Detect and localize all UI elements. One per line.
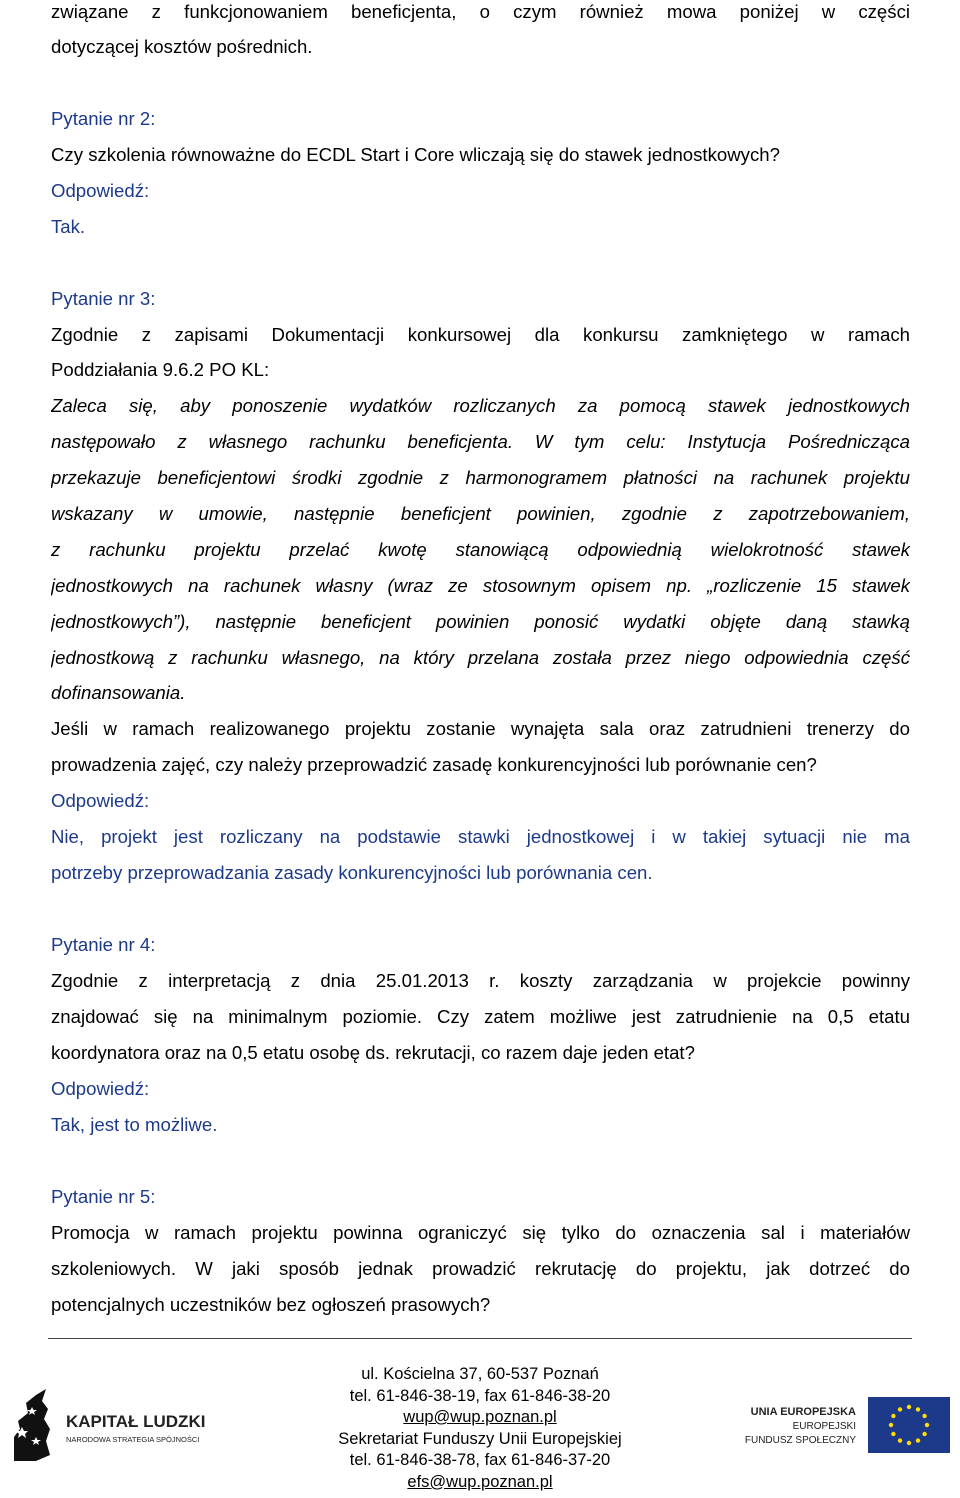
eu-flag-icon — [728, 1393, 958, 1463]
eu-efs-logo — [728, 1393, 958, 1463]
answer-text: Tak, jest to możliwe. — [51, 1114, 218, 1135]
secretariat-line: Sekretariat Funduszy Unii Europejskiej — [338, 1429, 622, 1448]
quoted-text: jednostkowych”), następnie beneficjent powinien ponosić wydatki objęte daną stawką — [51, 611, 910, 632]
quoted-text: Zaleca się, aby ponoszenie wydatków rozliczanych za pomocą stawek jednostkowych — [51, 395, 910, 416]
answer-text: Tak. — [51, 216, 86, 237]
quoted-text: jednostkowych na rachunek własny (wraz ze stosownym opisem np. „rozliczenie 15 stawek — [51, 575, 910, 596]
answer-heading: Odpowiedź: — [51, 1078, 150, 1099]
phone-line-secretariat: tel. 61-846-38-78, fax 61-846-37-20 — [349, 1451, 611, 1469]
question-text: Poddziałania 9.6.2 PO KL: — [51, 359, 270, 380]
email-link-efs[interactable]: efs@wup.poznan.pl — [407, 1472, 553, 1491]
phone-line: tel. 61-846-38-19, fax 61-846-38-20 — [349, 1386, 611, 1405]
question-text: Czy szkolenia równoważne do ECDL Start i Core wliczają się do stawek jednostkowych? — [51, 144, 780, 165]
contact-address-block — [280, 1364, 680, 1493]
kapital-ludzki-emblem-icon — [6, 1385, 236, 1465]
quoted-text: z rachunku projektu przelać kwotę stanowiącą odpowiednią wielokrotność stawek — [51, 539, 910, 560]
svg-text:FUNDUSZ SPOŁECZNY: FUNDUSZ SPOŁECZNY — [744, 1435, 856, 1446]
answer-heading: Odpowiedź: — [51, 180, 150, 201]
answer-text: potrzeby przeprowadzania zasady konkurencyjności lub porównania cen. — [51, 862, 653, 883]
svg-text:NARODOWA STRATEGIA SPÓJNOŚCI: NARODOWA STRATEGIA SPÓJNOŚCI — [66, 1435, 200, 1444]
body-line: związane z funkcjonowaniem beneficjenta, o czym również mowa poniżej w części — [51, 1, 910, 22]
question-heading: Pytanie nr 5: — [51, 1186, 156, 1207]
footer-divider — [48, 1338, 912, 1339]
quoted-text: następowało z własnego rachunku beneficjenta. W tym celu: Instytucja Pośrednicząca — [51, 431, 910, 452]
question-text: koordynatora oraz na 0,5 etatu osobę ds. rekrutacji, co razem daje jeden etat? — [51, 1042, 695, 1063]
body-line: dotyczącej kosztów pośrednich. — [51, 36, 313, 57]
question-text: Promocja w ramach projektu powinna ograniczyć się tylko do oznaczenia sal i materiałów — [51, 1222, 910, 1243]
question-text: Jeśli w ramach realizowanego projektu zostanie wynajęta sala oraz zatrudnieni trenerzy do — [51, 718, 910, 739]
quoted-text: jednostkową z rachunku własnego, na który przelana została przez niego odpowiednia część — [51, 647, 910, 668]
question-heading: Pytanie nr 3: — [51, 288, 156, 309]
question-text: potencjalnych uczestników bez ogłoszeń prasowych? — [51, 1294, 491, 1315]
quoted-text: wskazany w umowie, następnie beneficjent powinien, zgodnie z zapotrzebowaniem, — [51, 503, 910, 524]
question-text: znajdować się na minimalnym poziomie. Czy zatem możliwe jest zatrudnienie na 0,5 etatu — [51, 1006, 910, 1027]
answer-text: Nie, projekt jest rozliczany na podstawie stawki jednostkowej i w takiej sytuacji nie ma — [51, 826, 910, 847]
email-link-wup[interactable]: wup@wup.poznan.pl — [403, 1408, 557, 1426]
svg-text:UNIA EUROPEJSKA: UNIA EUROPEJSKA — [750, 1406, 856, 1418]
question-text: szkoleniowych. W jaki sposób jednak prowadzić rekrutację do projektu, jak dotrzeć do — [51, 1258, 910, 1279]
question-heading: Pytanie nr 2: — [51, 108, 156, 129]
question-text: prowadzenia zajęć, czy należy przeprowadzić zasadę konkurencyjności lub porównanie cen? — [51, 754, 817, 775]
svg-text:KAPITAŁ LUDZKI: KAPITAŁ LUDZKI — [66, 1412, 206, 1431]
quoted-text: przekazuje beneficjentowi środki zgodnie z harmonogramem płatności na rachunek projektu — [51, 467, 910, 488]
question-text: Zgodnie z zapisami Dokumentacji konkursowej dla konkursu zamkniętego w ramach — [51, 324, 910, 345]
kapital-ludzki-logo — [6, 1385, 236, 1465]
question-text: Zgodnie z interpretacją z dnia 25.01.2013 r. koszty zarządzania w projekcie powinny — [51, 970, 910, 991]
svg-text:EUROPEJSKI: EUROPEJSKI — [792, 1421, 856, 1432]
quoted-text: dofinansowania. — [51, 682, 186, 703]
answer-heading: Odpowiedź: — [51, 790, 150, 811]
question-heading: Pytanie nr 4: — [51, 934, 156, 955]
address-line: ul. Kościelna 37, 60-537 Poznań — [361, 1365, 599, 1383]
